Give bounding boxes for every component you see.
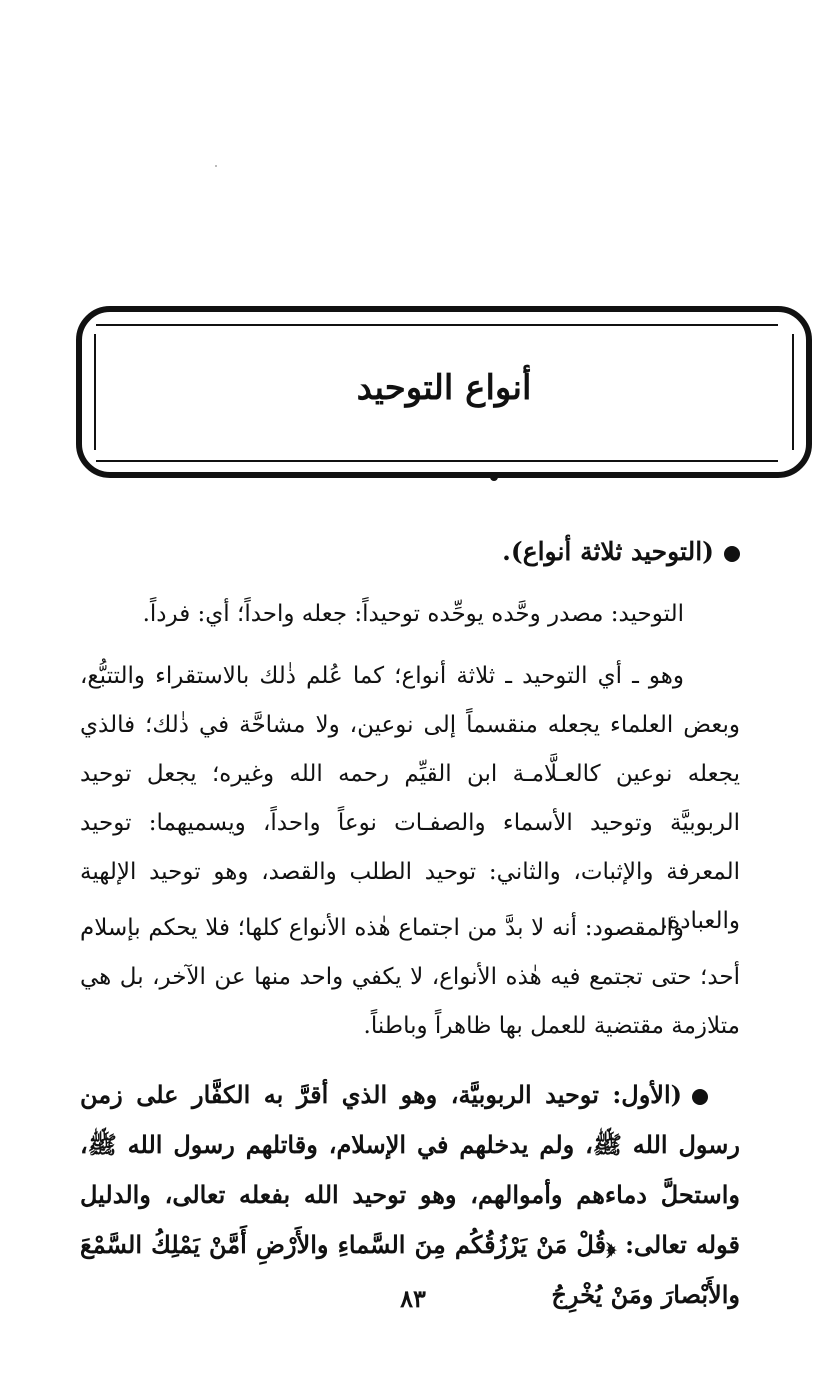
frame-inner-line-top [96,324,778,326]
frame-inner-line-bottom [96,460,778,462]
explanation-paragraph: وهو ـ أي التوحيد ـ ثلاثة أنواع؛ كما عُلم ذٰلك بالاستقراء والتتبُّع، وبعض العلماء يجعله منقسماً إلى نوعين، ولا مشاحَّة في ذٰلك؛ فالذي يجعله نوعين كالعـلَّامـة ابن القيِّم رحمه الله وغيره؛ يجعل توحيد الربوبيَّة وتوحيد الأسماء والصفـات نوعاً واحداً، ويسميهما: توحيد المعرفة والإثبات، والثاني: توحيد الطلب والقصد، وهو توحيد الإلهية والعبادة. [80,663,740,934]
definition-paragraph: التوحيد: مصدر وحَّده يوحِّده توحيداً: جعله واحداً؛ أي: فرداً. [142,601,684,627]
bullet-icon [724,546,740,562]
first-type-text: (الأول: توحيد الربوبيَّة، وهو الذي أقرَّ به الكفَّار على زمن رسول الله ﷺ، ولم يدخلهم في الإسلام، وقاتلهم رسول الله ﷺ، واستحلَّ دماءهم وأموالهم، وهو توحيد الله بفعله تعالى، والدليل قوله تعالى: ﴿قُلْ مَنْ يَرْزُقُكُم مِنَ السَّماءِ والأَرْضِ أَمَّنْ يَمْلِكُ السَّمْعَ والأَبْصارَ ومَنْ يُخْرِجُ [80,1080,740,1309]
page-number: ٨٣ [400,1284,426,1313]
first-type-paragraph [80,1070,740,1320]
purpose-paragraph: والمقصود: أنه لا بدَّ من اجتماع هٰذه الأنواع كلها؛ فلا يحكم بإسلام أحد؛ حتى تجتمع فيه هٰذه الأنواع، لا يكفي واحد منها عن الآخر، بل هي متلازمة مقتضية للعمل بها ظاهراً وباطناً. [80,915,740,1039]
scan-speck [215,165,217,167]
frame-ornament [490,473,498,481]
section-heading-text: (التوحيد ثلاثة أنواع). [502,537,714,566]
section-heading [80,526,740,578]
chapter-title-frame [76,306,812,478]
bullet-icon [692,1089,708,1105]
chapter-title: أنواع التوحيد [356,368,532,408]
